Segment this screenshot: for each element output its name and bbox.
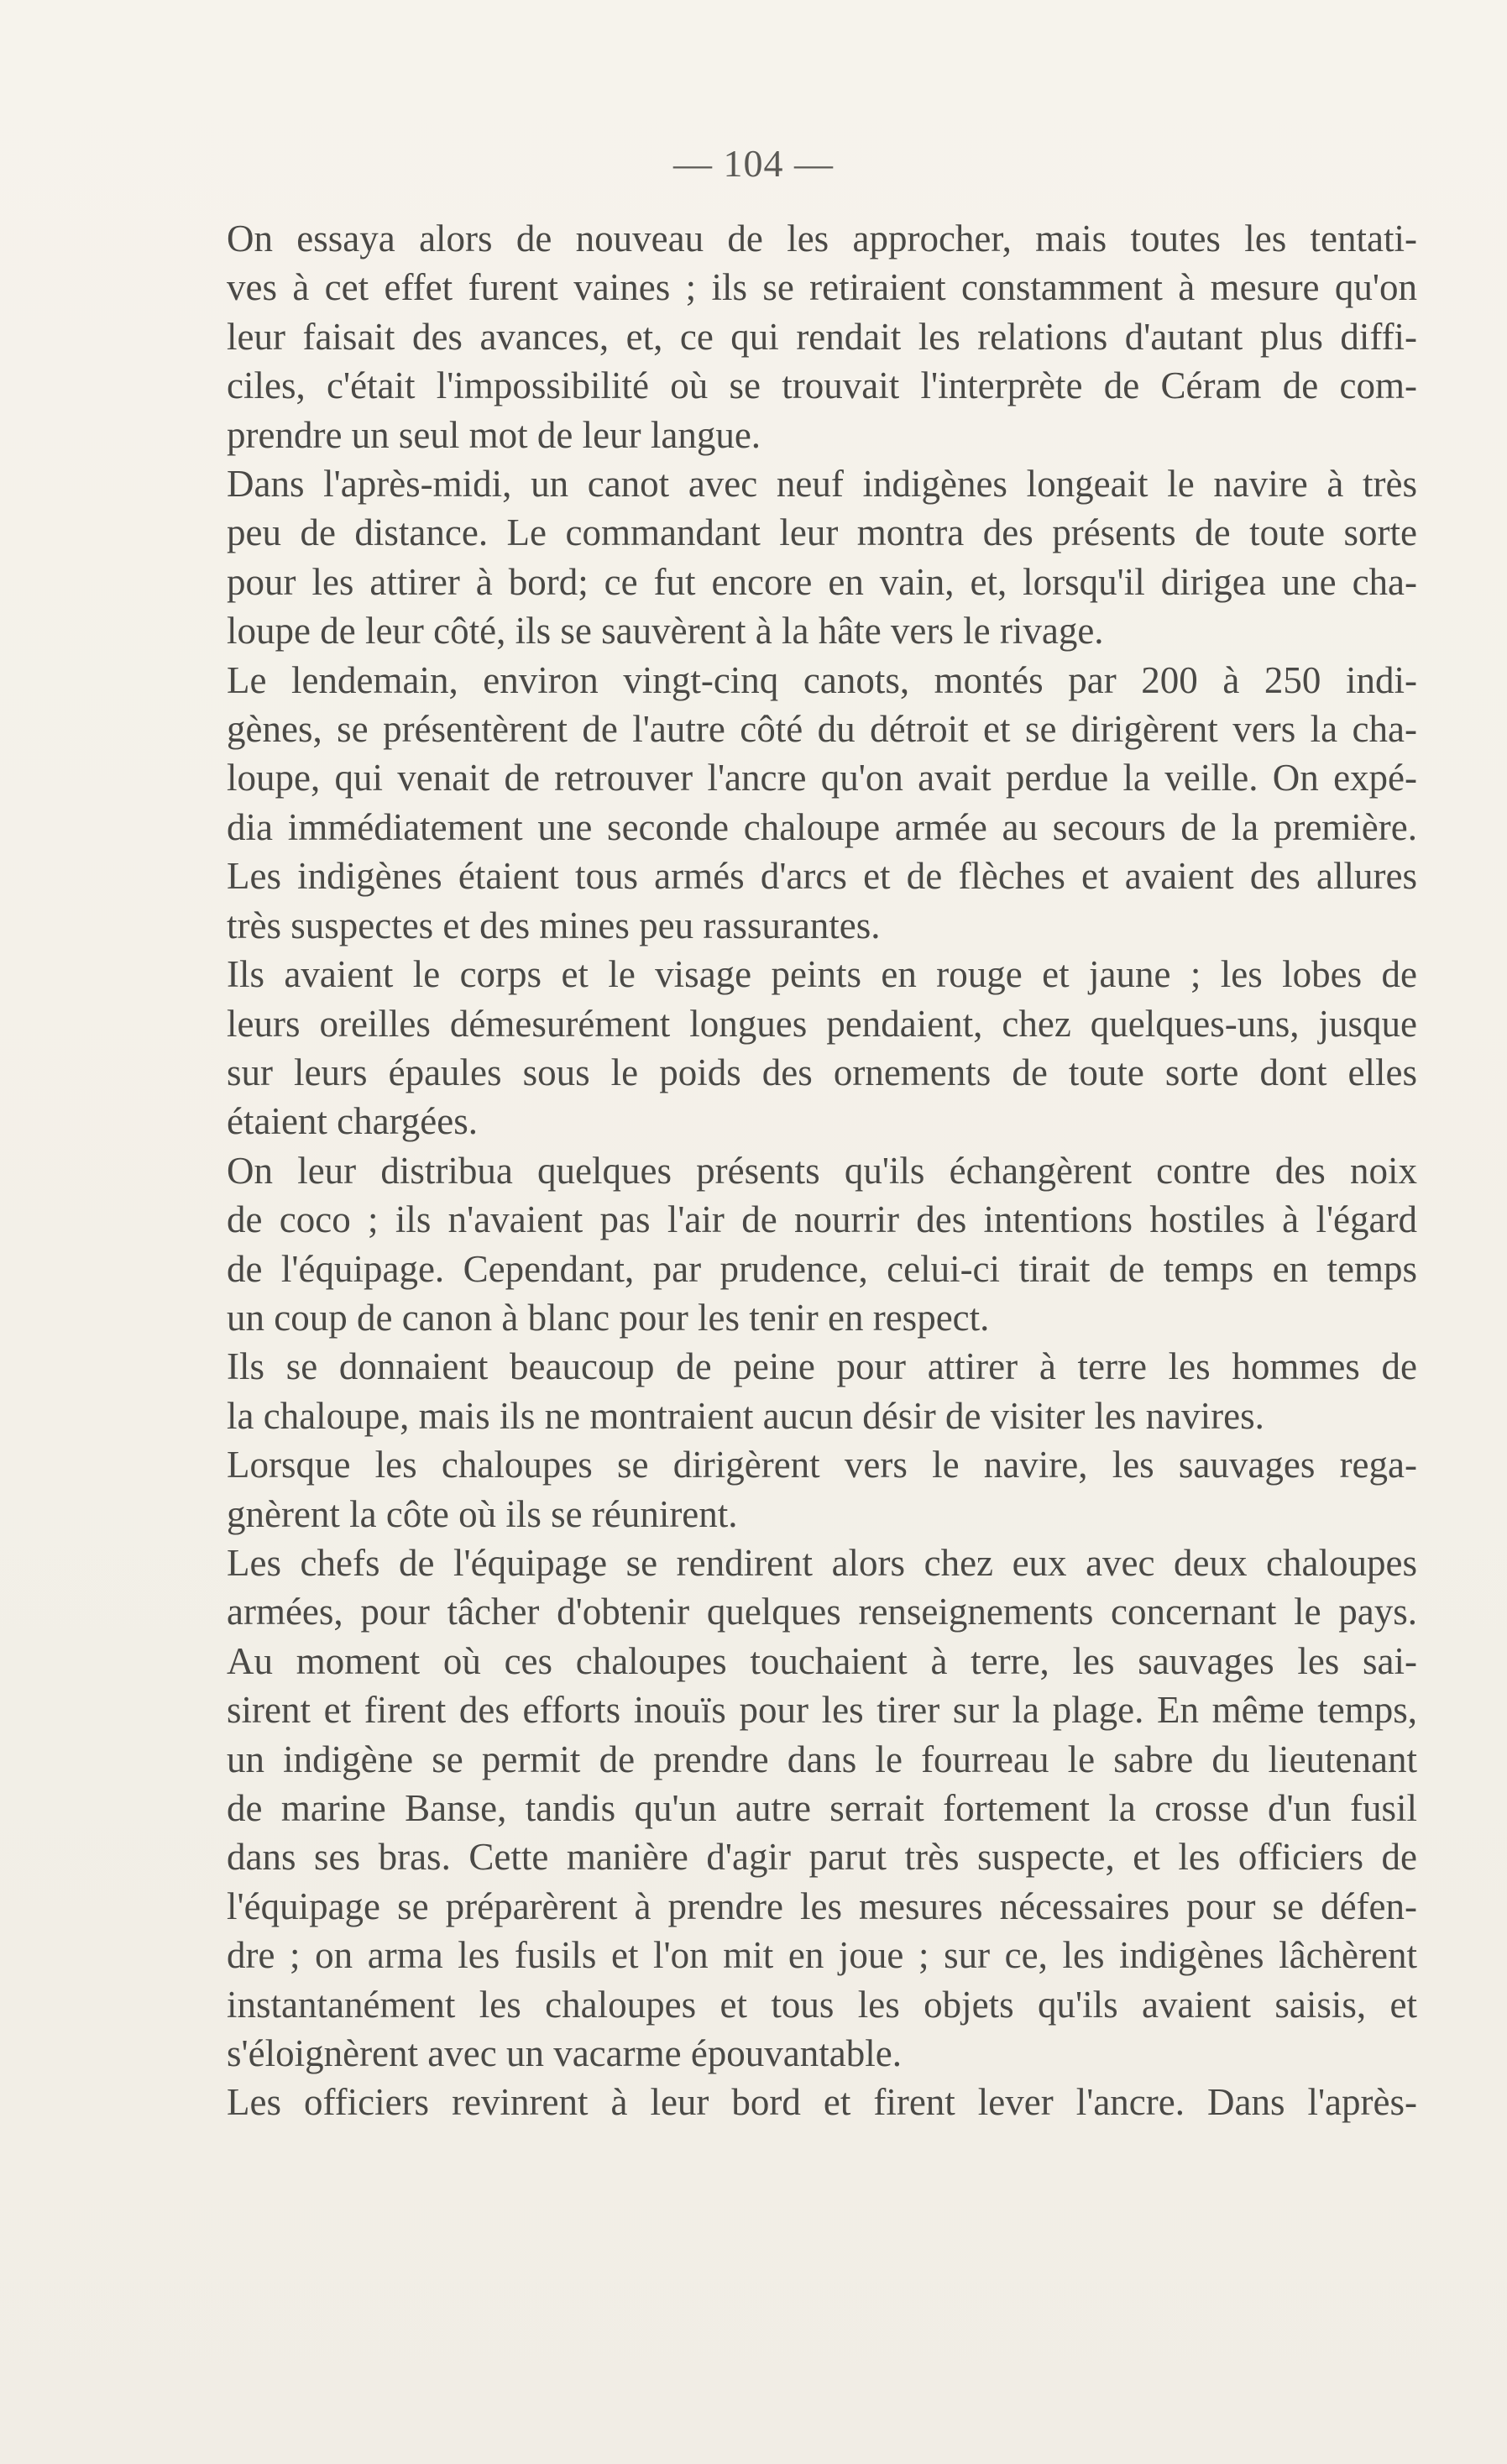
text-line: leurs oreilles démesurément longues pendaient, chez quelques-uns, jusque — [227, 1002, 1417, 1045]
body-text — [183, 214, 1417, 2127]
text-line: dre ; on arma les fusils et l'on mit en joue ; sur ce, les indigènes lâchèrent — [227, 1934, 1417, 1977]
text-line: de marine Banse, tandis qu'un autre serrait fortement la crosse d'un fusil — [227, 1787, 1417, 1829]
text-line: Ils se donnaient beaucoup de peine pour attirer à terre les hommes de — [227, 1345, 1417, 1388]
paragraph — [183, 214, 1417, 459]
text-line: Dans l'après-midi, un canot avec neuf indigènes longeait le navire à très — [227, 463, 1417, 506]
text-line: Lorsque les chaloupes se dirigèrent vers le navire, les sauvages rega- — [227, 1444, 1417, 1486]
text-line: Le lendemain, environ vingt-cinq canots, montés par 200 à 250 indi- — [227, 658, 1417, 701]
paragraph — [183, 950, 1417, 1146]
paragraph — [183, 1539, 1417, 1637]
text-line: dans ses bras. Cette manière d'agir parut très suspecte, et les officiers de — [227, 1836, 1417, 1879]
paragraph — [183, 2078, 1417, 2126]
text-line: pour les attirer à bord; ce fut encore en vain, et, lorsqu'il dirigea une cha- — [227, 560, 1417, 603]
text-line: armées, pour tâcher d'obtenir quelques renseignements concernant le pays. — [227, 1591, 1417, 1633]
text-line: très suspectes et des mines peu rassurantes. — [227, 904, 881, 946]
paragraph — [183, 459, 1417, 656]
text-line: de l'équipage. Cependant, par prudence, celui-ci tirait de temps en temps — [227, 1247, 1417, 1290]
text-line: prendre un seul mot de leur langue. — [227, 413, 761, 456]
text-line: ves à cet effet furent vaines ; ils se retiraient constamment à mesure qu'on — [227, 266, 1417, 309]
text-line: sur leurs épaules sous le poids des ornements de toute sorte dont elles — [227, 1051, 1417, 1093]
text-line: On leur distribua quelques présents qu'ils échangèrent contre des noix — [227, 1149, 1417, 1192]
text-line: de coco ; ils n'avaient pas l'air de nourrir des intentions hostiles à l'égard — [227, 1198, 1417, 1241]
text-line: Les indigènes étaient tous armés d'arcs et de flèches et avaient des allures — [227, 855, 1417, 898]
text-line: Ils avaient le corps et le visage peints en rouge et jaune ; les lobes de — [227, 953, 1417, 996]
paragraph — [183, 1440, 1417, 1539]
text-line: loupe de leur côté, ils se sauvèrent à la hâte vers le rivage. — [227, 610, 1104, 653]
text-line: leur faisait des avances, et, ce qui rendait les relations d'autant plus diffi- — [227, 315, 1417, 358]
paragraph — [183, 1146, 1417, 1343]
text-line: Les officiers revinrent à leur bord et firent lever l'ancre. Dans l'après- — [227, 2081, 1417, 2124]
text-line: Au moment où ces chaloupes touchaient à terre, les sauvages les sai- — [227, 1639, 1417, 1682]
paragraph — [183, 1637, 1417, 2079]
text-line: Les chefs de l'équipage se rendirent alors chez eux avec deux chaloupes — [227, 1541, 1417, 1584]
text-line: un indigène se permit de prendre dans le fourreau le sabre du lieutenant — [227, 1738, 1417, 1780]
text-line: sirent et firent des efforts inouïs pour les tirer sur la plage. En même temps, — [227, 1689, 1417, 1732]
text-line: ciles, c'était l'impossibilité où se trouvait l'interprète de Céram de com- — [227, 364, 1417, 407]
text-line: instantanément les chaloupes et tous les objets qu'ils avaient saisis, et — [227, 1983, 1417, 2026]
text-line: gènes, se présentèrent de l'autre côté du détroit et se dirigèrent vers la cha- — [227, 708, 1417, 751]
paragraph — [183, 656, 1417, 950]
text-line: On essaya alors de nouveau de les approcher, mais toutes les tentati- — [227, 218, 1417, 260]
page-number: — 104 — — [673, 142, 834, 185]
text-line: dia immédiatement une seconde chaloupe armée au secours de la première. — [227, 805, 1417, 848]
text-line: l'équipage se préparèrent à prendre les mesures nécessaires pour se défen- — [227, 1885, 1417, 1927]
text-line: s'éloignèrent avec un vacarme épouvantable. — [227, 2032, 902, 2075]
text-line: la chaloupe, mais ils ne montraient aucun désir de visiter les navires. — [227, 1394, 1264, 1437]
paragraph — [183, 1342, 1417, 1440]
text-line: un coup de canon à blanc pour les tenir en respect. — [227, 1296, 990, 1339]
text-line: gnèrent la côte où ils se réunirent. — [227, 1492, 738, 1535]
text-line: loupe, qui venait de retrouver l'ancre qu'on avait perdue la veille. On expé- — [227, 757, 1417, 799]
text-line: étaient chargées. — [227, 1100, 479, 1143]
text-line: peu de distance. Le commandant leur montra des présents de toute sorte — [227, 511, 1417, 554]
